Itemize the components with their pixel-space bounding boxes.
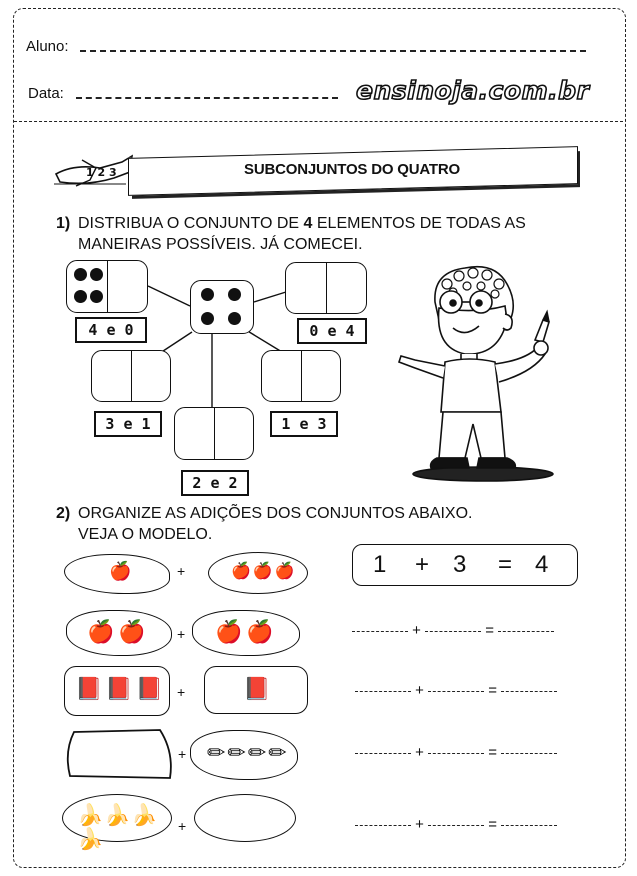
answer-line[interactable]: + = (355, 744, 557, 761)
split-box-0-4[interactable] (285, 262, 367, 314)
date-label: Data: (28, 85, 64, 102)
set-blob-right (208, 552, 308, 594)
set-blob-right (194, 794, 296, 842)
center-set-box (190, 280, 254, 334)
plus-sign: + (178, 746, 187, 762)
apple-icon: 🍎🍎 (215, 619, 278, 644)
split-box-4-0 (66, 260, 148, 313)
book-icon: 📕 (243, 676, 271, 701)
q1-number: 1) (56, 215, 71, 232)
set-blob-right (190, 730, 298, 780)
q2-number: 2) (56, 505, 71, 522)
model-op: + (415, 551, 430, 578)
brand-logo: ensinoja.com.br (356, 76, 590, 105)
plus-sign: + (177, 563, 186, 579)
split-label: 3 e 1 (94, 411, 162, 437)
model-equation (352, 544, 578, 586)
apple-icon: 🍎 (109, 561, 132, 581)
set-dot (90, 290, 103, 303)
split-box-1-3[interactable] (261, 350, 341, 402)
set-box-left (64, 666, 170, 716)
q1-text-line2: MANEIRAS POSSÍVEIS. JÁ COMECEI. (78, 236, 363, 253)
page-title: SUBCONJUNTOS DO QUATRO (244, 161, 460, 178)
banana-icon: 🍌🍌🍌🍌 (77, 804, 159, 851)
boy-illustration-icon (395, 262, 565, 484)
q2-text-line2: VEJA O MODELO. (78, 526, 213, 543)
set-blob-right (192, 610, 300, 656)
set-dot (74, 268, 87, 281)
model-eq: = (498, 551, 513, 578)
split-box-2-2[interactable] (174, 407, 254, 460)
set-blob-left (62, 794, 172, 851)
split-label: 4 e 0 (75, 317, 147, 343)
set-dot (90, 268, 103, 281)
set-dot (74, 290, 87, 303)
plus-sign: + (178, 818, 187, 834)
model-result: 4 (535, 551, 549, 578)
student-label: Aluno: (26, 38, 69, 55)
plus-sign: + (177, 684, 186, 700)
split-label: 2 e 2 (181, 470, 249, 496)
q1-text-line1: DISTRIBUA O CONJUNTO DE 4 ELEMENTOS DE TODAS AS (78, 215, 526, 232)
answer-line[interactable]: + = (352, 622, 554, 639)
set-blob-left (66, 610, 172, 656)
answer-line[interactable]: + = (355, 816, 557, 833)
model-b: 3 (453, 551, 467, 578)
set-dot (201, 288, 214, 301)
set-box-right (204, 666, 308, 714)
svg-text:1 2 3: 1 2 3 (86, 166, 117, 179)
pencil-icon: ✏✏✏✏ (207, 740, 289, 765)
set-dot (228, 288, 241, 301)
q2-text-line1: ORGANIZE AS ADIÇÕES DOS CONJUNTOS ABAIXO. (78, 505, 473, 522)
apple-icon: 🍎🍎 (87, 619, 150, 644)
split-label: 0 e 4 (297, 318, 367, 344)
answer-line[interactable]: + = (355, 682, 557, 699)
set-dot (201, 312, 214, 325)
set-blob-left (64, 728, 176, 780)
apple-icon: 🍎🍎🍎 (231, 563, 297, 580)
book-icon: 📕📕📕 (75, 676, 167, 701)
split-label: 1 e 3 (270, 411, 338, 437)
plus-sign: + (177, 626, 186, 642)
set-dot (228, 312, 241, 325)
q1-count: 4 (303, 215, 313, 232)
model-a: 1 (373, 551, 387, 578)
split-box-3-1[interactable] (91, 350, 171, 402)
